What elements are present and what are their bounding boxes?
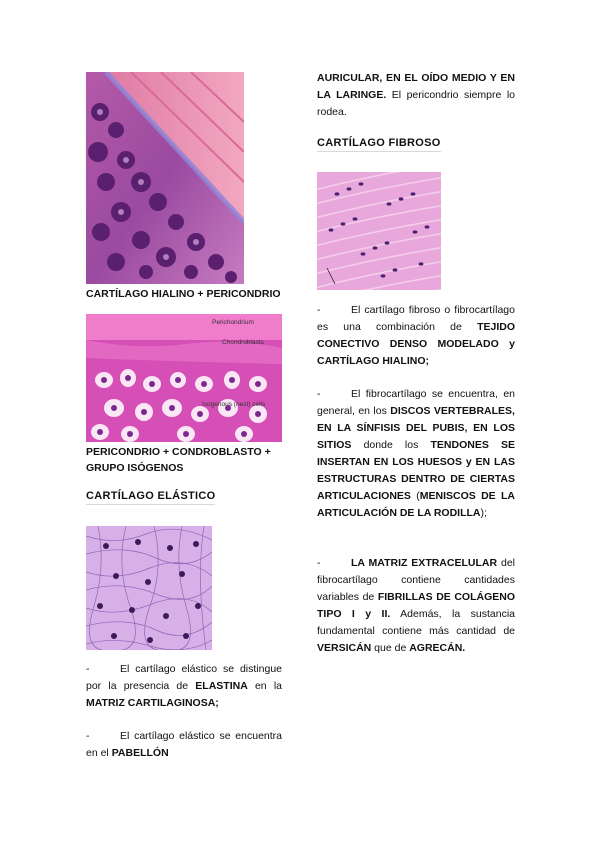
isogenous-label: Isogenous (nest) cells [202, 401, 266, 408]
elastic-continuation [317, 70, 515, 121]
perichondrium-caption [86, 444, 286, 476]
text: El fibrocartílago se encuentra, en general, en los [317, 388, 515, 417]
bold-text: MATRIZ CARTILAGINOSA; [86, 697, 219, 709]
bullet-dash: - [86, 730, 90, 742]
bold-text: TEJIDO CONECTIVO DENSO MODELADO y CARTÍLAGO HIALINO; [317, 321, 515, 367]
text: Además, la sustancia fundamental contiene más cantidad de [317, 608, 515, 637]
text: El cartílago fibroso o fibrocartílago es una combinación de [317, 304, 515, 333]
text: que de [371, 642, 410, 654]
perichondrium-label: Perichondrium [212, 319, 254, 326]
bold-text: TENDONES SE INSERTAN EN LOS HUESOS y EN LAS ESTRUCTURAS DENTRO DE CIERTAS ARTICULACIONES [317, 439, 516, 502]
bullet-dash: - [317, 557, 321, 569]
hyaline-caption: CARTÍLAGO HIALINO + PERICONDRIO [86, 288, 281, 300]
text: El cartílago elástico se distingue por la presencia de [86, 663, 282, 692]
bold-text: AGRECÁN. [409, 642, 466, 654]
fibrous-paragraph-1 [317, 302, 515, 370]
caption-line2: GRUPO ISÓGENOS [86, 462, 184, 474]
text: ( [410, 490, 420, 502]
bold-text: VERSICÁN [317, 642, 372, 654]
bullet-dash: - [317, 388, 321, 400]
fibrous-heading: CARTÍLAGO FIBROSO [317, 137, 441, 152]
bullet-dash: - [86, 663, 90, 675]
elastic-heading: CARTÍLAGO ELÁSTICO [86, 490, 215, 505]
bold-text: AURICULAR, EN EL OÍDO MEDIO Y EN LA LARINGE. [317, 72, 515, 101]
bold-text: PABELLÓN [111, 747, 169, 759]
elastic-paragraph-2 [86, 728, 282, 762]
bold-text: DISCOS VERTEBRALES, EN LA SÍNFISIS DEL PUBIS, EN LOS SITIOS [317, 405, 515, 451]
chondroblasts-label: Chondroblasts [222, 339, 264, 346]
fibrous-paragraph-2 [317, 386, 515, 522]
text: ); [480, 507, 487, 519]
bold-text: MENISCOS DE LA ARTICULACIÓN DE LA RODILLA [317, 490, 515, 519]
perichondrium-image [86, 314, 282, 442]
bold-text: LA MATRIZ EXTRACELULAR [351, 557, 498, 569]
text: donde los [351, 439, 431, 451]
fibrocartilage-image [317, 172, 441, 290]
elastic-cartilage-image [86, 526, 212, 650]
caption-line1: PERICONDRIO + CONDROBLASTO + [86, 446, 271, 458]
fibrous-paragraph-3 [317, 555, 515, 657]
hyaline-cartilage-image [86, 72, 244, 284]
text: El pericondrio siempre lo rodea. [317, 89, 515, 118]
text: del fibrocartílago contiene cantidades variables de [317, 557, 515, 603]
text: El cartílago elástico se encuentra en el [86, 730, 282, 759]
bold-text: FIBRILLAS DE COLÁGENO TIPO I y II. [317, 591, 515, 620]
bullet-dash: - [317, 304, 321, 316]
text: en la [247, 680, 282, 692]
elastic-paragraph-1 [86, 661, 282, 712]
bold-text: ELASTINA [195, 680, 248, 692]
